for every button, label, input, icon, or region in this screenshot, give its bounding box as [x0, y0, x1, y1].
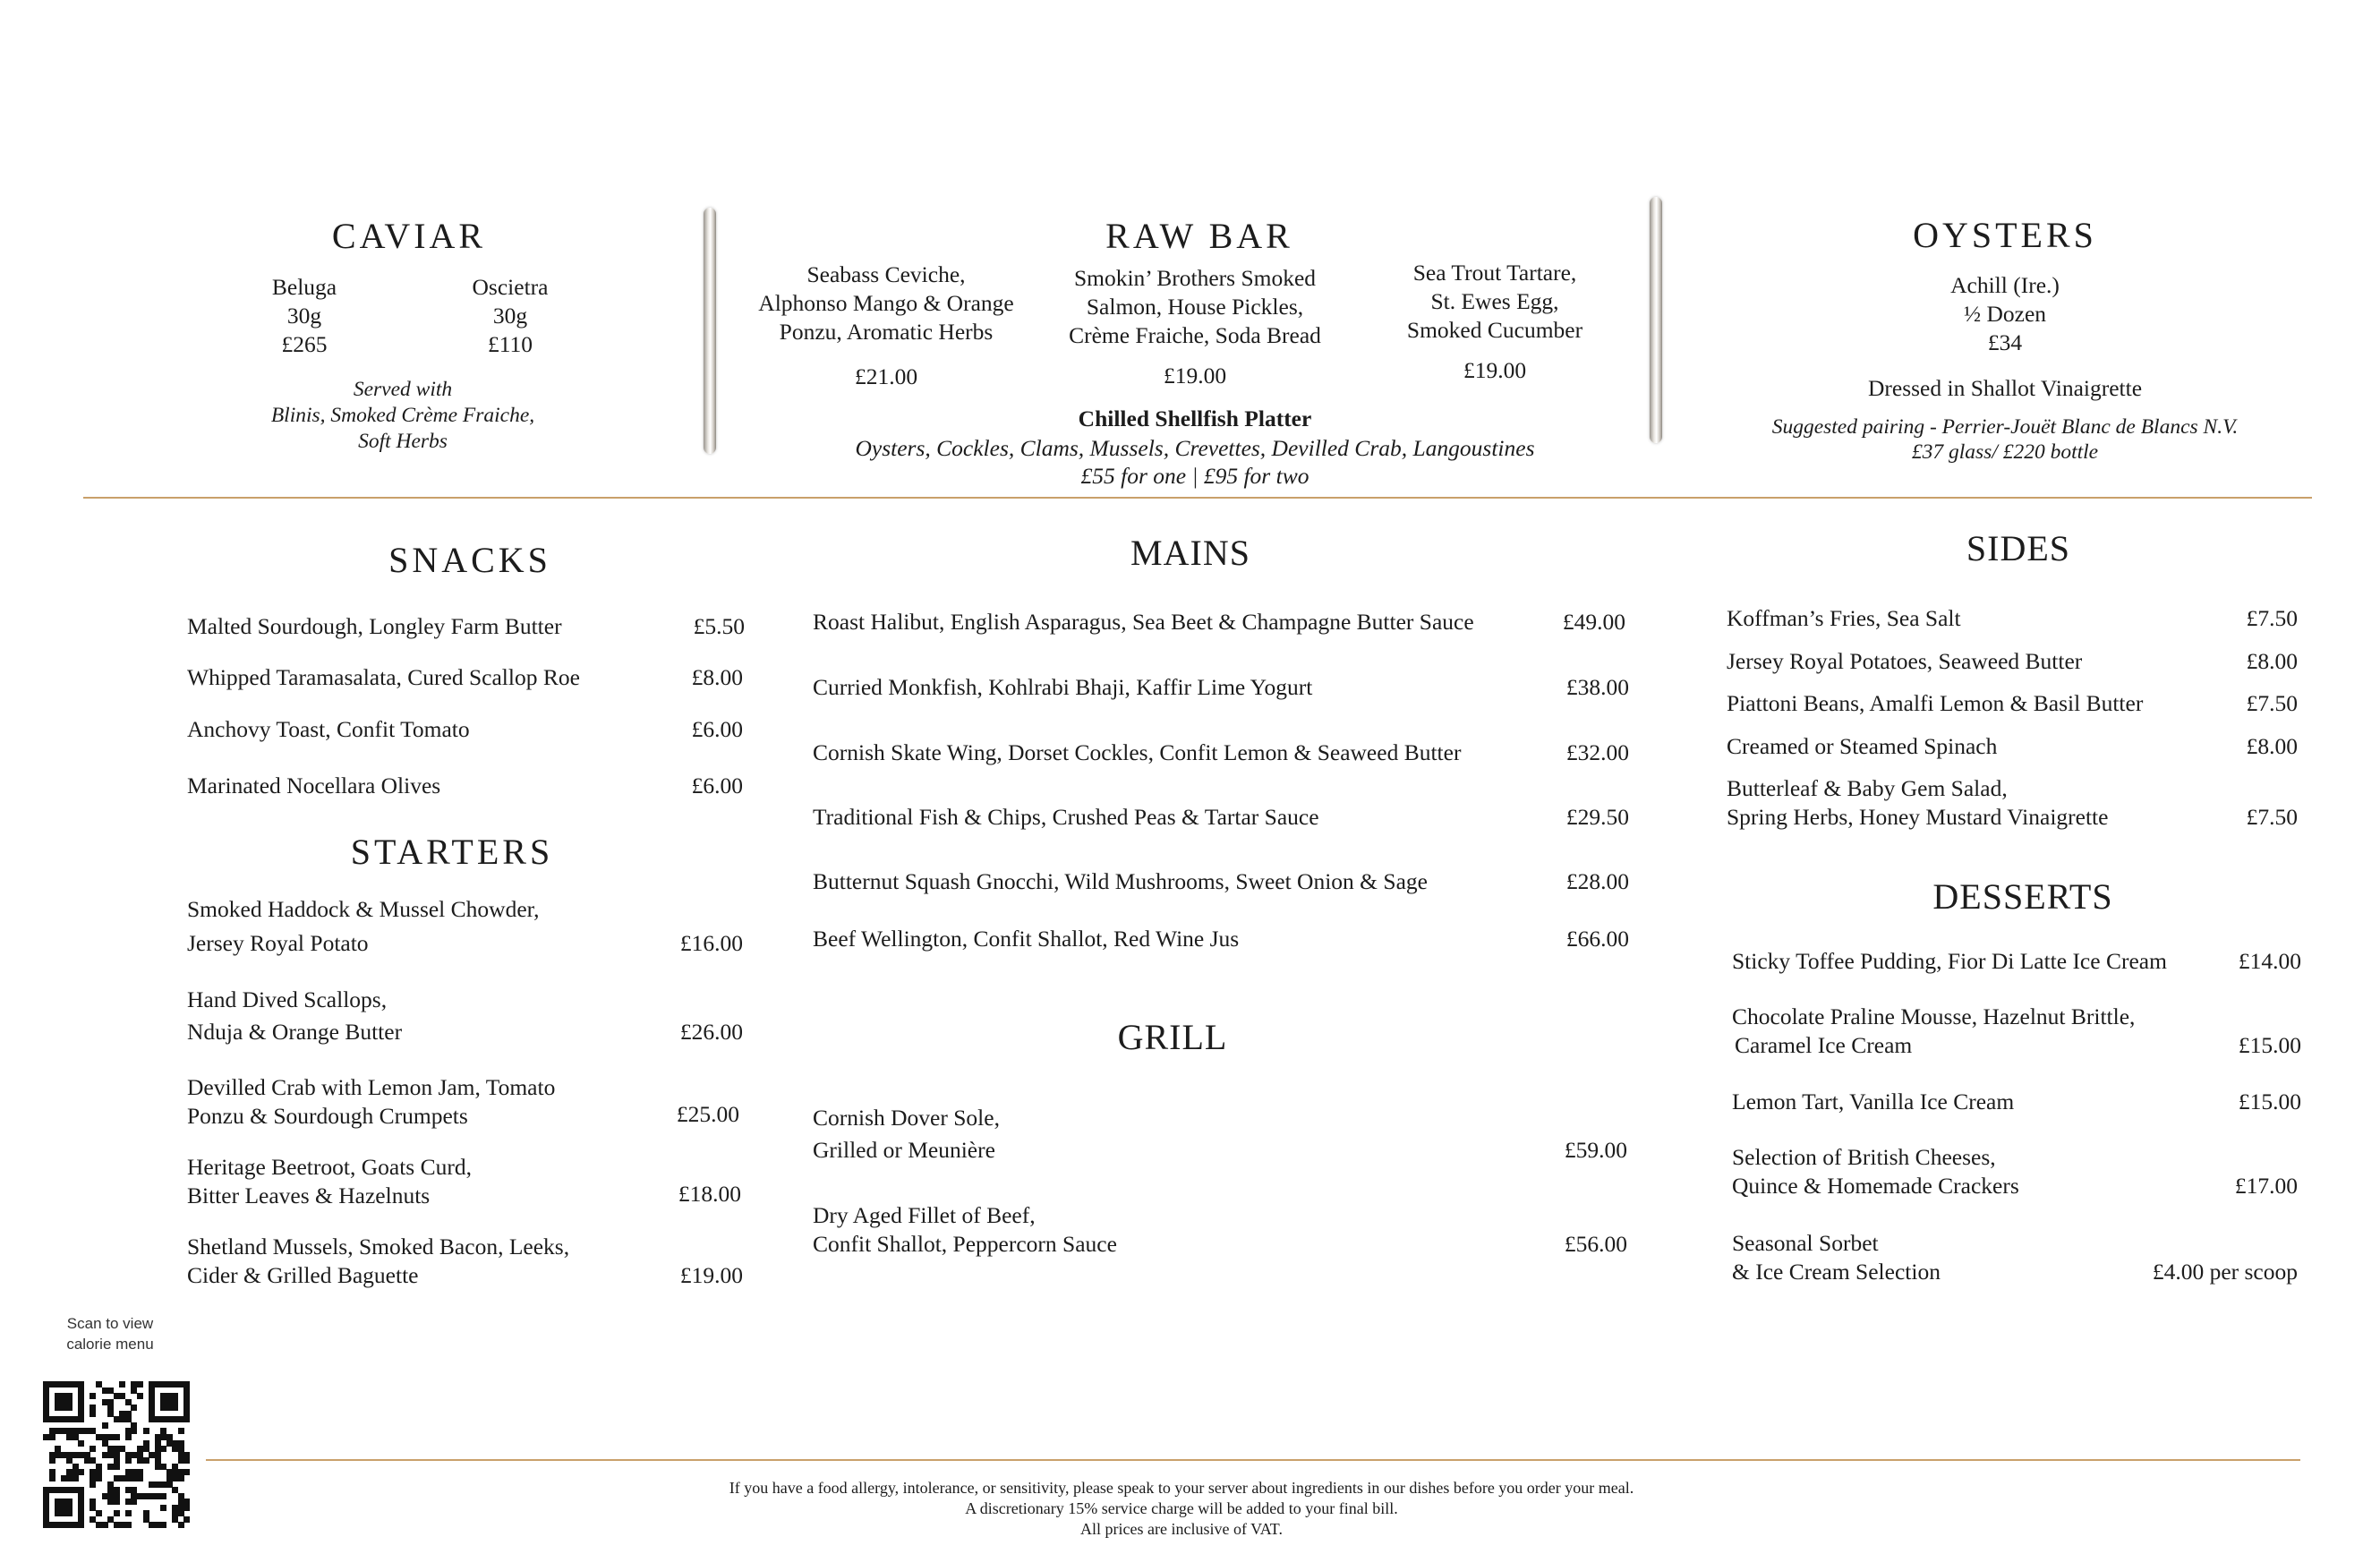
oysters-pairing-price: £37 glass/ £220 bottle — [1911, 440, 2099, 464]
side-item-name: Spring Herbs, Honey Mustard Vinaigrette — [1727, 804, 2109, 830]
dessert-item-name: Caramel Ice Cream — [1735, 1032, 1913, 1058]
served-with-label: Served with — [353, 378, 453, 401]
snacks-heading: SNACKS — [388, 540, 551, 580]
raw-bar-item — [734, 260, 1038, 346]
raw-bar-item-line: Seabass Ceviche, — [806, 261, 966, 287]
starters-heading: STARTERS — [350, 832, 554, 872]
grill-item — [813, 1201, 1117, 1259]
snack-item-price: £6.00 — [691, 716, 743, 742]
side-item-price: £7.50 — [2246, 690, 2298, 716]
grill-item — [813, 1104, 1000, 1165]
side-item-name: Piattoni Beans, Amalfi Lemon & Basil Butter — [1727, 690, 2144, 716]
caviar-item-weight: 30g — [286, 303, 322, 329]
raw-bar-item-line: Salmon, House Pickles, — [1086, 294, 1304, 320]
starter-item — [187, 895, 539, 958]
decorative-pillar-right — [1650, 197, 1662, 443]
snack-item-name: Whipped Taramasalata, Cured Scallop Roe — [187, 664, 580, 690]
main-item-name: Butternut Squash Gnocchi, Wild Mushrooms, Sweet Onion & Sage — [813, 868, 1428, 894]
qr-code-icon[interactable] — [43, 1381, 190, 1528]
side-item-price: £7.50 — [2246, 804, 2298, 830]
starter-item-name: Heritage Beetroot, Goats Curd, — [187, 1154, 472, 1180]
caviar-served-with — [224, 377, 582, 455]
vat-notice: All prices are inclusive of VAT. — [1080, 1520, 1283, 1538]
starter-item-name: Shetland Mussels, Smoked Bacon, Leeks, — [187, 1234, 570, 1259]
starter-item — [187, 986, 402, 1046]
oyster-item — [1871, 271, 2139, 357]
side-item-price: £8.00 — [2246, 648, 2298, 674]
desserts-heading: DESSERTS — [1932, 876, 2113, 917]
starter-item-name: Jersey Royal Potato — [187, 930, 369, 956]
raw-bar-item-price: £19.00 — [1163, 363, 1227, 388]
snack-item-price: £6.00 — [691, 773, 743, 798]
starter-item-name: Devilled Crab with Lemon Jam, Tomato — [187, 1074, 556, 1100]
raw-bar-item-line: Sea Trout Tartare, — [1412, 260, 1577, 286]
side-item-name: Koffman’s Fries, Sea Salt — [1727, 605, 1961, 631]
main-item-price: £32.00 — [1565, 739, 1629, 765]
raw-bar-item-price: £19.00 — [1463, 357, 1527, 383]
dessert-item-price: £15.00 — [2238, 1089, 2301, 1114]
raw-bar-item — [1038, 264, 1352, 350]
grill-item-price: £56.00 — [1564, 1231, 1627, 1257]
served-with-line: Blinis, Smoked Crème Fraiche, — [270, 404, 535, 427]
dessert-item-name: Chocolate Praline Mousse, Hazelnut Brittle, — [1732, 1003, 2136, 1029]
grill-item-name: Confit Shallot, Peppercorn Sauce — [813, 1231, 1117, 1257]
starter-item-price: £18.00 — [678, 1181, 741, 1207]
shellfish-platter-description: Oysters, Cockles, Clams, Mussels, Crevettes, Devilled Crab, Langoustines — [855, 435, 1535, 461]
starter-item-name: Nduja & Orange Butter — [187, 1019, 403, 1045]
main-item-price: £29.50 — [1565, 804, 1629, 830]
side-item-name: Jersey Royal Potatoes, Seaweed Butter — [1727, 648, 2083, 674]
starter-item-name: Hand Dived Scallops, — [187, 986, 388, 1012]
allergy-notice: If you have a food allergy, intolerance, or sensitivity, please speak to your server about ingredients in our dishes before you order your meal. — [729, 1479, 1634, 1497]
dessert-item-price: £14.00 — [2238, 948, 2301, 974]
served-with-line: Soft Herbs — [358, 430, 448, 453]
starter-item-name: Smoked Haddock & Mussel Chowder, — [187, 896, 540, 922]
starter-item-price: £25.00 — [676, 1101, 739, 1127]
raw-bar-item-line: Crème Fraiche, Soda Bread — [1069, 322, 1321, 348]
raw-bar-heading: RAW BAR — [1105, 216, 1293, 256]
snack-item-price: £5.50 — [693, 613, 745, 639]
starter-item — [187, 1233, 569, 1290]
starter-item — [187, 1153, 472, 1210]
starter-item-name: Cider & Grilled Baguette — [187, 1262, 419, 1288]
grill-item-name: Grilled or Meunière — [813, 1137, 995, 1163]
oysters-heading: OYSTERS — [1913, 215, 2097, 255]
raw-bar-item-line: Smoked Cucumber — [1406, 317, 1583, 343]
grill-heading: GRILL — [1117, 1017, 1228, 1057]
dessert-item — [1732, 1229, 1941, 1286]
oyster-item-name: Achill (Ire.) — [1950, 272, 2060, 298]
decorative-pillar-left — [704, 208, 716, 454]
oyster-item-quantity: ½ Dozen — [1963, 301, 2047, 327]
starter-item-price: £19.00 — [679, 1262, 743, 1288]
grill-item-name: Dry Aged Fillet of Beef, — [813, 1202, 1036, 1228]
dessert-item-name: Selection of British Cheeses, — [1732, 1144, 1996, 1170]
snack-item-name: Anchovy Toast, Confit Tomato — [187, 716, 470, 742]
service-charge-notice: A discretionary 15% service charge will be added to your final bill. — [965, 1499, 1398, 1517]
starter-item-price: £26.00 — [679, 1019, 743, 1045]
caviar-item-oscietra — [448, 273, 573, 359]
dessert-item-name: & Ice Cream Selection — [1732, 1259, 1941, 1285]
section-divider — [83, 497, 2312, 499]
mains-heading: MAINS — [1130, 533, 1250, 573]
main-item-price: £28.00 — [1565, 868, 1629, 894]
raw-bar-item-line: Smokin’ Brothers Smoked — [1073, 265, 1317, 291]
caviar-item-price: £110 — [487, 331, 533, 357]
snack-item-name: Malted Sourdough, Longley Farm Butter — [187, 613, 562, 639]
grill-item-price: £59.00 — [1564, 1137, 1627, 1163]
dessert-item-name: Quince & Homemade Crackers — [1732, 1173, 2019, 1199]
caviar-item-weight: 30g — [492, 303, 528, 329]
caviar-item-beluga — [242, 273, 367, 359]
starter-item-name: Bitter Leaves & Hazelnuts — [187, 1183, 431, 1208]
dessert-item-name: Sticky Toffee Pudding, Fior Di Latte Ice Cream — [1732, 948, 2167, 974]
side-item-name: Butterleaf & Baby Gem Salad, — [1727, 775, 2008, 801]
snack-item-price: £8.00 — [691, 664, 743, 690]
raw-bar-item-price: £21.00 — [854, 363, 918, 389]
side-item-price: £7.50 — [2246, 605, 2298, 631]
footer-notes — [609, 1478, 1754, 1540]
main-item-name: Traditional Fish & Chips, Crushed Peas & Tartar Sauce — [813, 804, 1319, 830]
starter-item — [187, 1073, 555, 1131]
raw-bar-item-line: St. Ewes Egg, — [1430, 288, 1559, 314]
main-item-name: Beef Wellington, Confit Shallot, Red Wine Jus — [813, 926, 1240, 952]
qr-caption-line: calorie menu — [66, 1336, 154, 1353]
shellfish-platter-price: £55 for one | £95 for two — [1080, 463, 1309, 489]
footer-divider — [206, 1459, 2300, 1461]
raw-bar-item — [1361, 259, 1629, 345]
caviar-item-name: Oscietra — [472, 274, 549, 300]
caviar-item-name: Beluga — [271, 274, 337, 300]
dessert-item — [1732, 1003, 2135, 1060]
main-item-price: £38.00 — [1565, 674, 1629, 700]
dessert-item-name: Lemon Tart, Vanilla Ice Cream — [1732, 1089, 2015, 1114]
caviar-item-price: £265 — [281, 331, 328, 357]
dessert-item-price: £17.00 — [2234, 1173, 2298, 1199]
shellfish-platter-name: Chilled Shellfish Platter — [1078, 406, 1312, 431]
main-item-price: £66.00 — [1565, 926, 1629, 952]
oysters-dressing: Dressed in Shallot Vinaigrette — [1867, 375, 2143, 401]
oysters-pairing: Suggested pairing - Perrier-Jouët Blanc de Blancs N.V. — [1771, 415, 2239, 439]
dessert-item-price: £15.00 — [2238, 1032, 2301, 1058]
qr-caption-line: Scan to view — [66, 1315, 154, 1332]
raw-bar-item-line: Alphonso Mango & Orange — [758, 290, 1014, 316]
main-item-price: £49.00 — [1562, 609, 1625, 635]
caviar-heading: CAVIAR — [331, 216, 487, 256]
side-item — [1727, 774, 2108, 832]
side-item-name: Creamed or Steamed Spinach — [1727, 733, 1998, 759]
main-item-name: Roast Halibut, English Asparagus, Sea Beet & Champagne Butter Sauce — [813, 609, 1474, 635]
snack-item-name: Marinated Nocellara Olives — [187, 773, 441, 798]
main-item-name: Cornish Skate Wing, Dorset Cockles, Confit Lemon & Seaweed Butter — [813, 739, 1462, 765]
starter-item-name: Ponzu & Sourdough Crumpets — [187, 1103, 468, 1129]
dessert-item-price: £4.00 per scoop — [2152, 1259, 2298, 1285]
side-item-price: £8.00 — [2246, 733, 2298, 759]
starter-item-price: £16.00 — [679, 930, 743, 956]
oyster-item-price: £34 — [1987, 329, 2023, 355]
qr-caption — [38, 1313, 182, 1354]
main-item-name: Curried Monkfish, Kohlrabi Bhaji, Kaffir Lime Yogurt — [813, 674, 1313, 700]
sides-heading: SIDES — [1966, 528, 2071, 568]
raw-bar-item-line: Ponzu, Aromatic Herbs — [779, 319, 994, 345]
dessert-item — [1732, 1143, 2019, 1200]
grill-item-name: Cornish Dover Sole, — [813, 1105, 1000, 1131]
dessert-item-name: Seasonal Sorbet — [1732, 1230, 1879, 1256]
